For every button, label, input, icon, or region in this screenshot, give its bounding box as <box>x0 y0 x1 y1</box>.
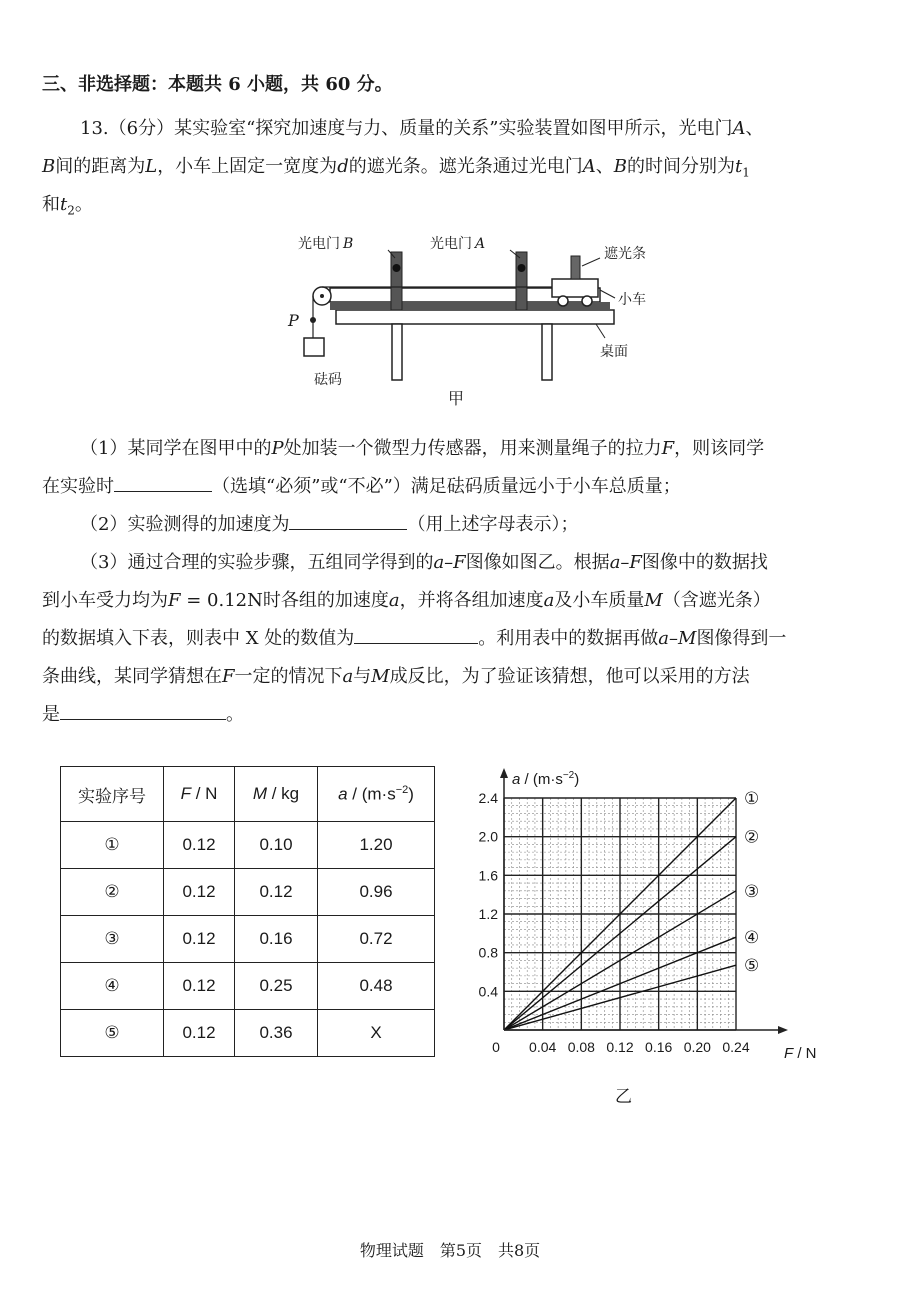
part2-text: （用上述字母表示）； <box>407 514 579 535</box>
y-tick-label: 2.4 <box>478 790 498 806</box>
q13-sep: 、 <box>745 118 764 139</box>
var-a-gate: A <box>582 156 596 177</box>
var-t1: t <box>734 156 743 177</box>
q13-text: 和 <box>42 194 60 215</box>
answer-blank-2[interactable] <box>289 511 407 530</box>
x-axis-label: F / N <box>784 1045 817 1062</box>
part3-line-3 <box>42 624 786 650</box>
var-f: F <box>168 590 181 611</box>
part1-line-2 <box>42 472 681 498</box>
series-label: ① <box>744 789 760 808</box>
var-a-gate: A <box>732 118 746 139</box>
cell-accel: 0.96 <box>318 869 435 916</box>
series-label: ⑤ <box>744 956 760 976</box>
cell-accel: 0.48 <box>318 963 435 1010</box>
x-tick-label: 0.08 <box>567 1039 595 1055</box>
cell-force: 0.12 <box>164 963 235 1010</box>
table-label: 桌面 <box>600 344 628 360</box>
var-af: a–F <box>609 552 642 573</box>
q13-text: 的时间分别为 <box>626 156 735 177</box>
cell-mass: 0.25 <box>235 963 318 1010</box>
answer-blank-4[interactable] <box>60 701 226 720</box>
y-tick-label: 0.8 <box>478 944 498 961</box>
part3-text: 时各组的加速度 <box>262 590 389 611</box>
table-top <box>336 310 614 324</box>
y-tick-label: 1.6 <box>478 867 498 884</box>
header-var: F <box>180 784 191 803</box>
cart <box>552 279 598 297</box>
part3-text: 。利用表中的数据再做 <box>478 628 659 649</box>
subscript-2: 2 <box>67 203 75 218</box>
gate-b-sensor <box>393 264 401 272</box>
point-p <box>310 317 316 323</box>
var-l: L <box>145 156 158 177</box>
cell-force: 0.12 <box>164 822 235 869</box>
cell-seq: ② <box>61 869 164 916</box>
part3-text: ，并将各组加速度 <box>399 590 544 611</box>
table-leg-left <box>392 324 402 380</box>
cell-force: 0.12 <box>164 916 235 963</box>
part1-text: ，则该同学 <box>674 438 765 459</box>
y-axis-arrow <box>500 768 508 778</box>
table-row <box>61 916 435 963</box>
header-unit: ) <box>408 784 414 804</box>
section-title: 三、非选择题：本题共 6 小题，共 60 分。 <box>42 74 393 95</box>
var-a: a <box>342 666 354 687</box>
leader-strip <box>582 258 600 266</box>
var-m: M <box>371 666 390 687</box>
part3-text: 条曲线，某同学猜想在 <box>42 666 222 687</box>
weight-label: 砝码 <box>314 372 342 388</box>
part3-line-1 <box>80 548 768 574</box>
y-tick-label: 2.0 <box>478 828 498 845</box>
a-f-graph <box>466 762 846 1072</box>
q13-text: 间的距离为 <box>55 156 146 177</box>
cell-accel: 1.20 <box>318 822 435 869</box>
part3-text: 一定的情况下 <box>234 666 343 687</box>
series-label: ② <box>744 827 760 847</box>
q13-score: （6分） <box>108 118 175 139</box>
table-row <box>61 869 435 916</box>
cell-mass: 0.12 <box>235 869 318 916</box>
table-leg-right <box>542 324 552 380</box>
part1-text: （选填“必须”或“不必”）满足砝码质量远小于小车总质量； <box>212 476 681 497</box>
header-mass <box>235 767 318 822</box>
cell-seq: ③ <box>61 916 164 963</box>
data-table <box>60 766 435 1057</box>
part3-line-4 <box>42 662 750 688</box>
q13-text: 。 <box>74 194 93 215</box>
leader-cart <box>600 290 615 298</box>
series-label: ③ <box>744 881 760 901</box>
header-var: a <box>338 784 348 804</box>
table-row <box>61 963 435 1010</box>
var-b-gate: B <box>42 156 56 177</box>
var-af: a–F <box>433 552 466 573</box>
y-axis-label: $a / (m\cdot s^{-2})$ <box>512 770 580 788</box>
part1-text: 在实验时 <box>42 476 114 497</box>
x-axis-arrow <box>778 1026 788 1034</box>
table-row <box>61 822 435 869</box>
part2-line <box>80 510 578 536</box>
x-tick-label: 0.16 <box>645 1039 673 1055</box>
part2-text: （2）实验测得的加速度为 <box>80 514 290 535</box>
q13-number: 13. <box>80 118 109 139</box>
part3-text: 到小车受力均为 <box>42 590 168 611</box>
weight <box>304 338 324 356</box>
part3-text: 。 <box>226 704 244 725</box>
part3-text: 图像如图乙。根据 <box>465 552 610 573</box>
var-a: a <box>543 590 555 611</box>
var-f: F <box>222 666 235 687</box>
force-value: = 0.12N <box>180 590 263 611</box>
cell-accel: 0.72 <box>318 916 435 963</box>
cell-force: 0.12 <box>164 869 235 916</box>
origin-label: 0 <box>492 1039 500 1055</box>
page-footer: 物理试题 第5页 共8页 <box>359 1241 541 1260</box>
header-exp: −2 <box>395 783 409 796</box>
var-f: F <box>661 438 675 459</box>
var-t2: t <box>60 194 68 215</box>
gate-b-label: 光电门 B <box>298 236 354 252</box>
cell-mass: 0.16 <box>235 916 318 963</box>
x-tick-label: 0.12 <box>606 1039 634 1055</box>
strip-label: 遮光条 <box>604 246 646 262</box>
answer-blank-3[interactable] <box>354 625 478 644</box>
cell-seq: ④ <box>61 963 164 1010</box>
var-a: a <box>388 590 400 611</box>
y-tick-label: 0.4 <box>478 983 498 1000</box>
part3-text: （含遮光条） <box>662 590 771 611</box>
q13-line-3 <box>42 190 93 218</box>
part3-text: 成反比，为了验证该猜想，他可以采用的方法 <box>389 666 750 687</box>
var-d: d <box>337 156 349 177</box>
x-tick-label: 0.04 <box>529 1039 557 1055</box>
part3-line-2 <box>42 586 771 612</box>
subscript-1: 1 <box>742 165 750 180</box>
q13-text: 的遮光条。遮光条通过光电门 <box>348 156 583 177</box>
part3-text: 的数据填入下表，则表中 X 处的数值为 <box>42 628 355 649</box>
part1-line-1 <box>80 434 764 460</box>
q13-sep: 、 <box>595 156 614 177</box>
answer-blank-1[interactable] <box>114 473 212 492</box>
cart-wheel-left <box>558 296 568 306</box>
cell-mass: 0.36 <box>235 1010 318 1057</box>
gate-a <box>516 252 527 310</box>
header-seq: 实验序号 <box>61 767 164 822</box>
cell-force: 0.12 <box>164 1010 235 1057</box>
header-force <box>164 767 235 822</box>
header-unit: / kg <box>267 784 300 803</box>
part3-line-5 <box>42 700 244 726</box>
header-unit: / N <box>190 784 218 803</box>
var-m: M <box>644 590 663 611</box>
var-p: P <box>271 438 284 459</box>
table-header-row <box>61 767 435 822</box>
part3-text: （3）通过合理的实验步骤，五组同学得到的 <box>80 552 434 573</box>
p-label: P <box>288 311 299 330</box>
q13-text: ，小车上固定一宽度为 <box>157 156 338 177</box>
series-label: ④ <box>744 928 760 948</box>
q13-text: 某实验室“探究加速度与力、质量的关系”实验装置如图甲所示，光电门 <box>174 118 733 139</box>
x-tick-label: 0.24 <box>722 1039 750 1055</box>
gate-b <box>391 252 402 310</box>
header-var: M <box>252 784 268 803</box>
part3-text: 与 <box>353 666 372 687</box>
cart-label: 小车 <box>618 292 646 308</box>
gate-a-label: 光电门 A <box>430 236 486 252</box>
header-accel <box>318 767 435 822</box>
cell-accel: X <box>318 1010 435 1057</box>
part3-text: 是 <box>42 704 60 725</box>
part1-text: 处加装一个微型力传感器，用来测量绳子的拉力 <box>283 438 662 459</box>
pulley-axle <box>320 294 324 298</box>
cell-seq: ⑤ <box>61 1010 164 1057</box>
header-unit: / (m·s <box>347 784 396 804</box>
y-tick-label: 1.2 <box>478 906 498 922</box>
part3-text: 及小车质量 <box>554 590 645 611</box>
var-am: a–M <box>658 628 697 649</box>
figure-b-caption: 乙 <box>615 1087 632 1107</box>
x-tick-label: 0.20 <box>683 1039 711 1055</box>
cell-seq: ① <box>61 822 164 869</box>
var-b-gate: B <box>613 156 627 177</box>
part3-text: 图像得到一 <box>696 628 787 649</box>
apparatus-figure <box>270 228 690 388</box>
figure-a-caption: 甲 <box>448 389 465 408</box>
q13-line-2 <box>42 152 750 180</box>
leader-table <box>596 324 605 338</box>
gate-a-sensor <box>518 264 526 272</box>
part1-text: （1）某同学在图甲中的 <box>80 438 272 459</box>
table-row <box>61 1010 435 1057</box>
cart-wheel-right <box>582 296 592 306</box>
q13-line-1 <box>80 114 764 140</box>
part3-text: 图像中的数据找 <box>641 552 768 573</box>
cell-mass: 0.10 <box>235 822 318 869</box>
light-strip <box>571 256 580 279</box>
